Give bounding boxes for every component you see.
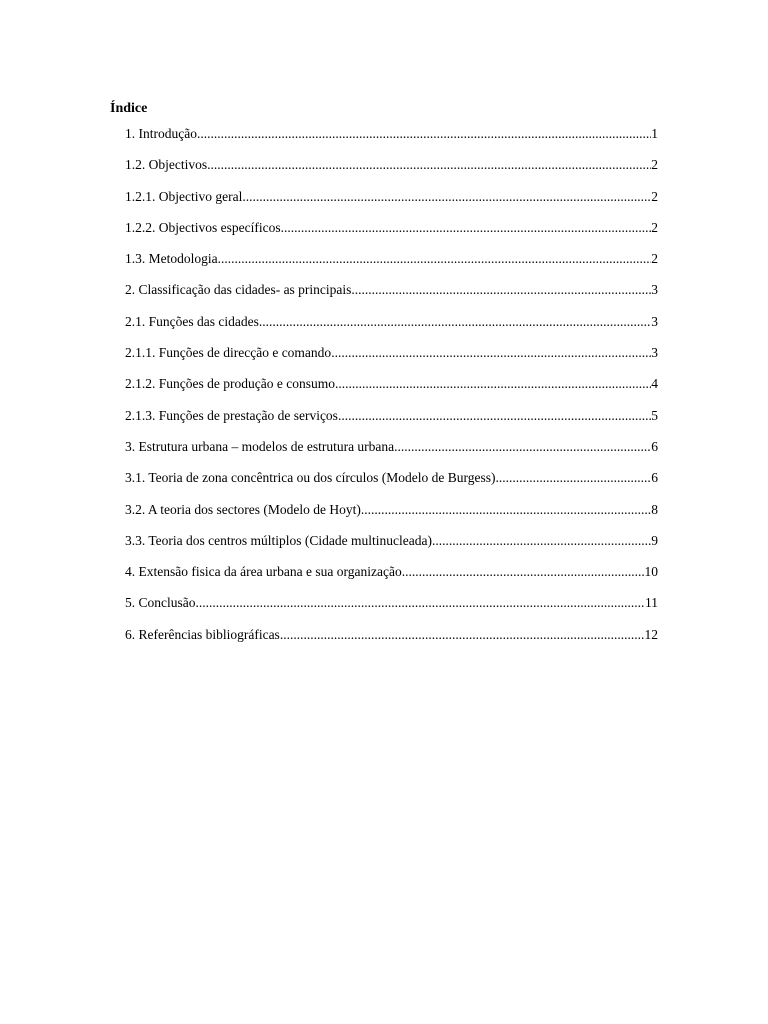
toc-entry-page: 2 bbox=[651, 251, 658, 267]
toc-entry-label: 1.2.1. Objectivo geral bbox=[125, 188, 243, 204]
toc-entry[interactable] bbox=[125, 469, 658, 500]
toc-dot-leader bbox=[259, 313, 651, 331]
toc-entry-label: 4. Extensão fisica da área urbana e sua organização bbox=[125, 564, 402, 580]
toc-entry-label: 2.1. Funções das cidades bbox=[125, 313, 259, 329]
toc-entry-label: 3.3. Teoria dos centros múltiplos (Cidade multinucleada) bbox=[125, 532, 432, 548]
toc-dot-leader bbox=[432, 532, 651, 550]
toc-entry-label: 5. Conclusão bbox=[125, 595, 196, 611]
toc-dot-leader bbox=[281, 219, 652, 237]
toc-dot-leader bbox=[196, 594, 646, 612]
toc-entry-label: 2.1.2. Funções de produção e consumo bbox=[125, 376, 335, 392]
toc-entry-page: 1 bbox=[651, 126, 658, 141]
toc-entry-page: 4 bbox=[651, 376, 658, 392]
toc-entry[interactable] bbox=[125, 281, 658, 312]
toc-entry-page: 3 bbox=[651, 345, 658, 361]
toc-dot-leader bbox=[331, 344, 651, 362]
toc-entry[interactable] bbox=[125, 594, 658, 625]
toc-entry-page: 2 bbox=[651, 219, 658, 235]
toc-dot-leader bbox=[361, 501, 651, 519]
toc-entry-page: 10 bbox=[644, 564, 658, 580]
toc-entry-label: 6. Referências bibliográficas bbox=[125, 626, 280, 642]
toc-entry[interactable] bbox=[125, 375, 658, 406]
toc-entry-label: 2.1.3. Funções de prestação de serviços bbox=[125, 407, 338, 423]
toc-entry[interactable] bbox=[125, 532, 658, 563]
toc-entry-label: 3.2. A teoria dos sectores (Modelo de Hoyt) bbox=[125, 501, 361, 517]
toc-dot-leader bbox=[402, 563, 645, 581]
toc-entry-label: 2. Classificação das cidades- as principais bbox=[125, 282, 352, 298]
toc-entry-page: 3 bbox=[651, 313, 658, 329]
toc-list bbox=[125, 125, 658, 657]
toc-entry[interactable] bbox=[125, 125, 658, 156]
toc-entry-page: 11 bbox=[645, 595, 658, 611]
toc-entry-label: 1.2.2. Objectivos específicos bbox=[125, 219, 281, 235]
toc-entry-page: 6 bbox=[651, 470, 658, 486]
toc-title: Índice bbox=[110, 101, 148, 116]
toc-entry-page: 9 bbox=[651, 532, 658, 548]
toc-entry[interactable] bbox=[125, 438, 658, 469]
toc-entry[interactable] bbox=[125, 250, 658, 281]
toc-entry[interactable] bbox=[125, 156, 658, 187]
toc-entry[interactable] bbox=[125, 313, 658, 344]
toc-dot-leader bbox=[280, 626, 645, 644]
toc-dot-leader bbox=[351, 281, 651, 299]
toc-dot-leader bbox=[335, 375, 651, 393]
toc-entry-page: 5 bbox=[651, 407, 658, 423]
toc-dot-leader bbox=[242, 188, 651, 206]
toc-entry-page: 12 bbox=[644, 626, 658, 642]
toc-entry-page: 2 bbox=[651, 188, 658, 204]
toc-entry[interactable] bbox=[125, 188, 658, 219]
toc-entry-label: 3.1. Teoria de zona concêntrica ou dos círculos (Modelo de Burgess) bbox=[125, 470, 496, 486]
toc-dot-leader bbox=[207, 156, 651, 174]
toc-entry-page: 3 bbox=[651, 282, 658, 298]
toc-entry-page: 2 bbox=[651, 157, 658, 173]
toc-dot-leader bbox=[218, 250, 652, 268]
toc-entry[interactable] bbox=[125, 219, 658, 250]
toc-entry[interactable] bbox=[125, 501, 658, 532]
toc-entry-label: 1.2. Objectivos bbox=[125, 157, 208, 173]
toc-entry[interactable] bbox=[125, 344, 658, 375]
toc-entry[interactable] bbox=[125, 626, 658, 657]
toc-entry-page: 6 bbox=[651, 438, 658, 454]
toc-entry-page: 8 bbox=[651, 501, 658, 517]
toc-dot-leader bbox=[338, 407, 651, 425]
toc-entry-label: 1. Introdução bbox=[125, 126, 197, 141]
toc-dot-leader bbox=[197, 125, 651, 143]
toc-entry-label: 2.1.1. Funções de direcção e comando bbox=[125, 345, 332, 361]
toc-entry[interactable] bbox=[125, 563, 658, 594]
toc-dot-leader bbox=[495, 469, 651, 487]
toc-dot-leader bbox=[394, 438, 651, 456]
toc-entry-label: 3. Estrutura urbana – modelos de estrutura urbana bbox=[125, 438, 395, 454]
toc-entry-label: 1.3. Metodologia bbox=[125, 251, 218, 267]
toc-entry[interactable] bbox=[125, 407, 658, 438]
